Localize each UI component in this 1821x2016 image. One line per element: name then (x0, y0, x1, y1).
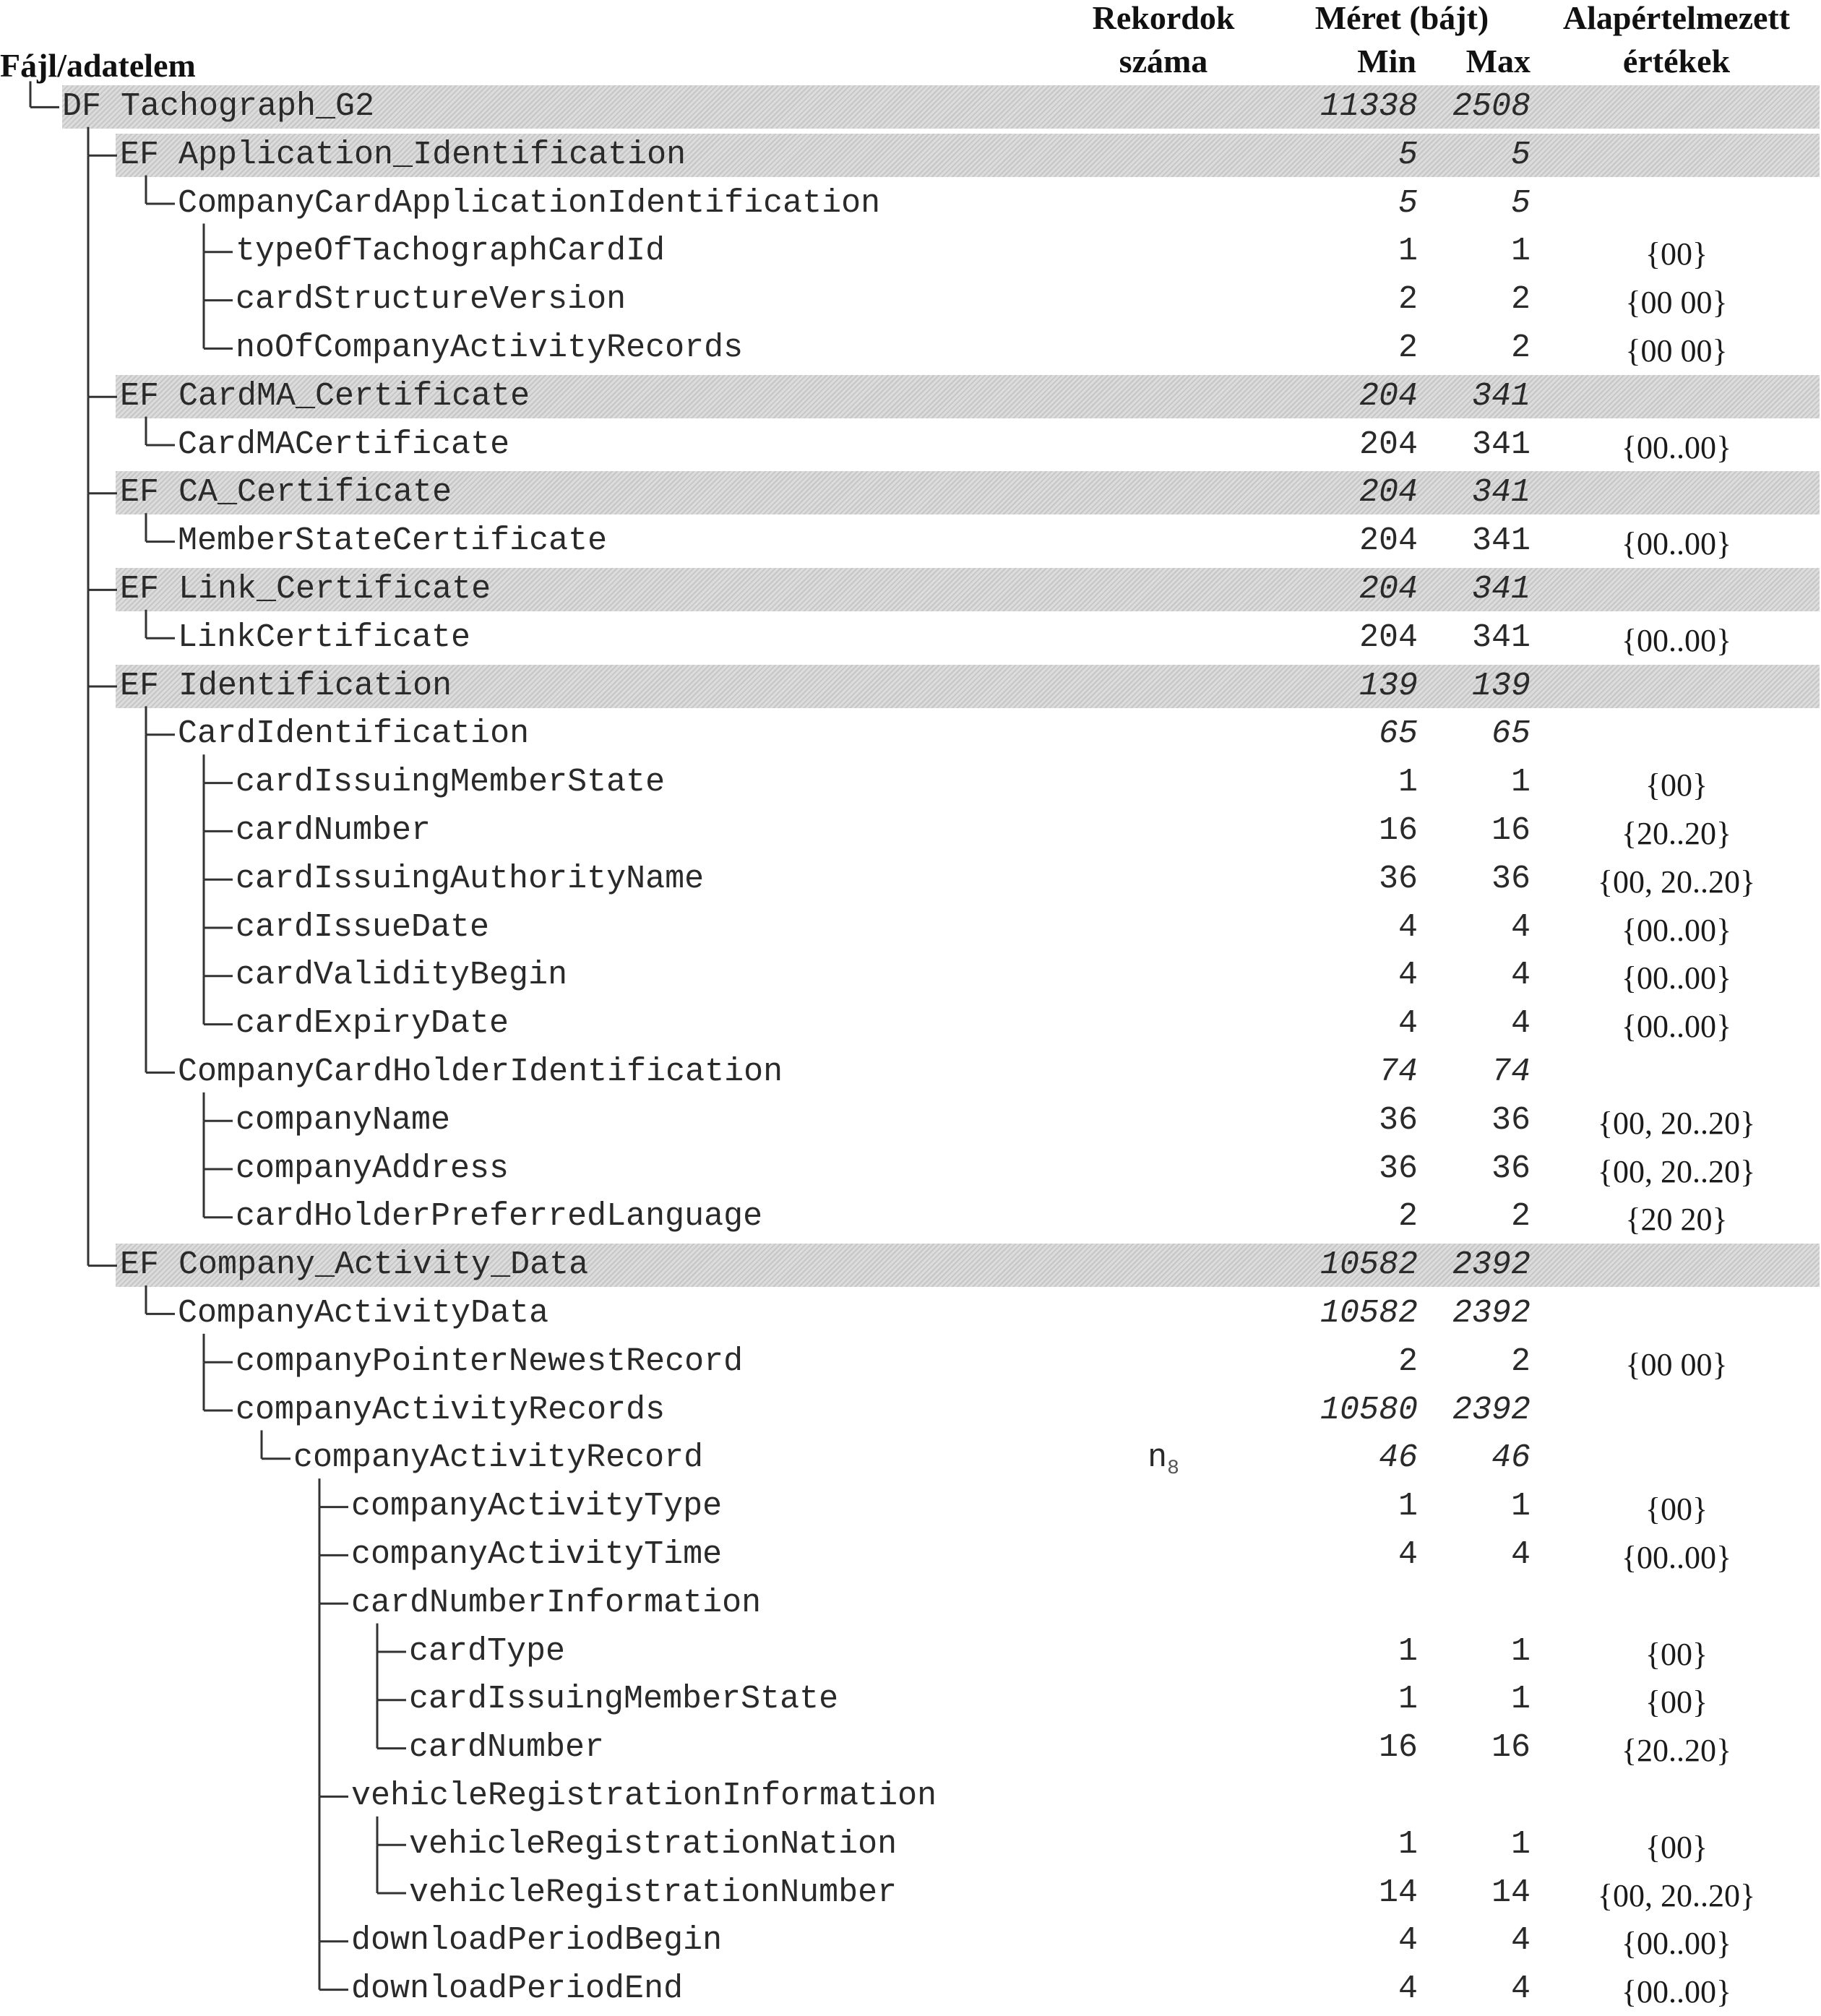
tree-row-company-activity-records (0, 1387, 1821, 1434)
default-value: {00, 20..20} (1597, 863, 1756, 900)
item-name: cardIssuingMemberState (409, 1681, 839, 1718)
tree-row-card-holder-preferred-language (0, 1193, 1821, 1241)
size-max: 4 (1510, 1922, 1531, 1960)
size-min: 10582 (1320, 1295, 1418, 1332)
size-min: 139 (1359, 667, 1418, 705)
size-max (1422, 1580, 1531, 1627)
header-size: Méret (bájt) (1314, 0, 1489, 36)
size-max: 341 (1471, 426, 1531, 463)
tree-row-card-expiry-date (0, 1000, 1821, 1048)
tree-row-ef-link-certificate (0, 566, 1821, 613)
size-min: 36 (1378, 860, 1418, 897)
item-name: cardNumber (236, 812, 431, 849)
size-min: 5 (1398, 184, 1418, 222)
size-min: 4 (1398, 1005, 1418, 1043)
size-min: 2 (1398, 281, 1418, 319)
size-min: 204 (1359, 571, 1418, 608)
default-value: {20..20} (1621, 816, 1732, 851)
item-name: vehicleRegistrationNumber (409, 1874, 897, 1911)
tree-row-card-number (0, 807, 1821, 855)
default-value: {00..00} (1621, 526, 1732, 562)
tree-row-link-certificate (0, 614, 1821, 662)
tree-row-ef-ca-certificate (0, 469, 1821, 517)
size-max: 16 (1491, 1729, 1531, 1767)
tree-row-company-activity-time (0, 1531, 1821, 1579)
default-value (1554, 472, 1799, 520)
size-max: 14 (1491, 1874, 1531, 1911)
item-name: downloadPeriodEnd (351, 1970, 684, 2008)
tree-row-vehicle-registration-number (0, 1869, 1821, 1917)
item-name: EF Identification (120, 667, 452, 705)
size-min: 1 (1398, 233, 1418, 270)
size-max: 1 (1510, 1825, 1531, 1863)
tree-row-card-issuing-member-state (0, 1676, 1821, 1723)
item-name: companyPointerNewestRecord (236, 1343, 744, 1380)
size-min (1200, 1772, 1418, 1820)
size-min: 4 (1398, 1922, 1418, 1960)
tree-row-no-of-company-activity-records (0, 324, 1821, 372)
size-max: 65 (1491, 715, 1531, 753)
size-min: 16 (1378, 1729, 1418, 1767)
tree-row-company-pointer-newest-record (0, 1338, 1821, 1386)
default-value (1554, 86, 1799, 134)
item-name: cardValidityBegin (236, 957, 568, 994)
header-item: Fájl/adatelem (0, 47, 196, 84)
size-max: 4 (1510, 1536, 1531, 1573)
item-name: companyActivityRecord (293, 1439, 704, 1477)
item-name: LinkCertificate (178, 619, 471, 656)
size-max: 1 (1510, 1488, 1531, 1525)
tree-row-card-structure-version (0, 276, 1821, 324)
tree-row-company-name (0, 1097, 1821, 1145)
default-value (1554, 1244, 1799, 1292)
item-name: cardExpiryDate (236, 1005, 509, 1043)
item-name: EF CA_Certificate (120, 474, 452, 512)
size-min: 1 (1398, 1632, 1418, 1670)
tree-row-card-validity-begin (0, 952, 1821, 999)
item-name: EF Link_Certificate (120, 571, 491, 608)
default-value (1554, 376, 1799, 423)
size-min: 1 (1398, 764, 1418, 801)
header-min: Min (1357, 43, 1416, 79)
size-max: 1 (1510, 1632, 1531, 1670)
default-value: {00 00} (1625, 1346, 1728, 1382)
size-min: 36 (1378, 1101, 1418, 1139)
default-value: {00} (1645, 1636, 1708, 1672)
default-value (1554, 1051, 1799, 1099)
tree-row-card-type (0, 1628, 1821, 1676)
item-name: companyActivityRecords (236, 1391, 666, 1429)
default-value: {00} (1645, 236, 1708, 272)
size-min: 1 (1398, 1825, 1418, 1863)
item-name: EF Application_Identification (120, 136, 686, 173)
size-max: 36 (1491, 860, 1531, 897)
default-value: {00 00} (1625, 285, 1728, 321)
size-min: 74 (1378, 1054, 1418, 1090)
default-value (1554, 665, 1799, 713)
default-value: {00..00} (1621, 1926, 1732, 1962)
size-max: 1 (1510, 764, 1531, 801)
item-name: cardIssueDate (236, 908, 490, 946)
size-min: 204 (1359, 426, 1418, 463)
default-value (1554, 569, 1799, 616)
item-name: noOfCompanyActivityRecords (236, 329, 744, 366)
size-max: 341 (1471, 619, 1531, 656)
tree-row-company-activity-type (0, 1483, 1821, 1530)
size-min: 204 (1359, 377, 1418, 415)
item-name: companyName (236, 1101, 451, 1139)
default-value: {00} (1645, 767, 1708, 804)
default-value: {00..00} (1621, 429, 1732, 465)
size-min: 10580 (1320, 1391, 1418, 1429)
item-name: cardNumber (409, 1729, 605, 1767)
default-value (1554, 134, 1799, 182)
size-max: 5 (1510, 136, 1531, 173)
size-max: 1 (1510, 1681, 1531, 1718)
tree-row-company-card-application-identification (0, 180, 1821, 228)
item-name: cardType (409, 1632, 566, 1670)
size-max: 36 (1491, 1101, 1531, 1139)
size-min: 5 (1398, 136, 1418, 173)
size-min: 1 (1398, 1681, 1418, 1718)
size-min: 2 (1398, 1343, 1418, 1380)
item-name: cardIssuingAuthorityName (236, 860, 705, 897)
header-default-line2: értékek (1622, 43, 1731, 79)
size-min: 46 (1378, 1439, 1418, 1477)
default-value (1554, 1582, 1799, 1630)
size-max: 74 (1491, 1054, 1531, 1090)
tree-row-ef-identification (0, 663, 1821, 710)
size-max: 4 (1510, 1005, 1531, 1043)
size-min: 36 (1378, 1150, 1418, 1187)
size-min: 10582 (1320, 1246, 1418, 1284)
tree-row-vehicle-registration-nation (0, 1821, 1821, 1869)
tree-row-card-identification (0, 710, 1821, 758)
default-value: {00} (1645, 1829, 1708, 1865)
size-max: 2 (1510, 1198, 1531, 1236)
size-max: 1 (1510, 233, 1531, 270)
size-max: 46 (1491, 1439, 1531, 1477)
size-min: 204 (1359, 619, 1418, 656)
item-name: companyAddress (236, 1150, 509, 1187)
header-default-line1: Alapértelmezett (1562, 0, 1791, 36)
size-max: 36 (1491, 1150, 1531, 1187)
tree-row-card-issue-date (0, 904, 1821, 952)
size-max: 341 (1471, 474, 1531, 512)
header-records-line1: Rekordok (1092, 0, 1235, 36)
item-name: companyActivityTime (351, 1536, 723, 1573)
item-name: typeOfTachographCardId (236, 233, 666, 270)
size-min: 65 (1378, 715, 1418, 753)
size-max: 341 (1471, 571, 1531, 608)
tree-row-company-activity-record (0, 1434, 1821, 1482)
size-min: 1 (1398, 1488, 1418, 1525)
size-min: 16 (1378, 812, 1418, 849)
tree-row-vehicle-registration-information (0, 1772, 1821, 1820)
tree-row-type-of-tachograph-card-id (0, 228, 1821, 275)
item-name: CompanyActivityData (178, 1295, 549, 1332)
tree-row-ef-application-identification (0, 132, 1821, 179)
default-value: {00..00} (1621, 960, 1732, 996)
item-name: EF CardMA_Certificate (120, 377, 530, 415)
default-value (1554, 713, 1799, 761)
size-max: 5 (1510, 184, 1531, 222)
default-value: {00} (1645, 1684, 1708, 1720)
tree-row-company-address (0, 1145, 1821, 1193)
size-min: 4 (1398, 908, 1418, 946)
tree-row-df-tachograph-g2 (0, 83, 1821, 131)
record-count-subscript: 8 (1167, 1457, 1179, 1481)
item-name: downloadPeriodBegin (351, 1922, 723, 1960)
item-name: EF Company_Activity_Data (120, 1246, 589, 1284)
size-max (1422, 1772, 1531, 1820)
item-name: cardIssuingMemberState (236, 764, 666, 801)
item-name: companyActivityType (351, 1488, 723, 1525)
size-min: 14 (1378, 1874, 1418, 1911)
size-max: 4 (1510, 957, 1531, 994)
default-value: {00..00} (1621, 622, 1732, 658)
item-name: MemberStateCertificate (178, 522, 608, 560)
size-max: 139 (1471, 667, 1531, 705)
size-max: 4 (1510, 1970, 1531, 2008)
tree-row-ef-card-ma-certificate (0, 373, 1821, 421)
tree-row-card-number-information (0, 1580, 1821, 1627)
tree-row-card-issuing-authority-name (0, 856, 1821, 903)
default-value: {00} (1645, 1491, 1708, 1528)
default-value: {00, 20..20} (1597, 1877, 1756, 1913)
item-name: vehicleRegistrationNation (409, 1825, 897, 1863)
tree-row-ef-company-activity-data (0, 1241, 1821, 1289)
size-min: 204 (1359, 522, 1418, 560)
tree-row-card-issuing-member-state (0, 759, 1821, 806)
size-min: 4 (1398, 1970, 1418, 2008)
tree-row-card-number (0, 1724, 1821, 1772)
size-max: 2 (1510, 281, 1531, 319)
size-min: 11338 (1320, 88, 1418, 125)
size-min: 2 (1398, 1198, 1418, 1236)
item-name: cardHolderPreferredLanguage (236, 1198, 763, 1236)
tree-row-member-state-certificate (0, 517, 1821, 565)
header-records-line2: száma (1119, 43, 1208, 79)
item-name: vehicleRegistrationInformation (351, 1778, 937, 1814)
item-name: cardNumberInformation (351, 1584, 762, 1621)
default-value (1554, 1775, 1799, 1823)
size-min: 4 (1398, 957, 1418, 994)
size-min: 204 (1359, 474, 1418, 512)
size-max: 341 (1471, 377, 1531, 415)
item-name: DF Tachograph_G2 (62, 88, 375, 125)
size-max: 2508 (1452, 88, 1531, 125)
default-value: {20..20} (1621, 1733, 1732, 1769)
tree-row-card-macertificate (0, 421, 1821, 469)
default-value: {00..00} (1621, 1009, 1732, 1045)
header-max: Max (1465, 43, 1531, 79)
size-max: 2 (1510, 329, 1531, 366)
size-max: 16 (1491, 812, 1531, 849)
size-max: 2392 (1452, 1246, 1531, 1284)
record-count-symbol: n (1148, 1439, 1168, 1477)
tree-row-download-period-begin (0, 1917, 1821, 1965)
size-min (1200, 1580, 1418, 1627)
default-value (1554, 1437, 1799, 1485)
default-value: {00..00} (1621, 1540, 1732, 1575)
default-value: {00, 20..20} (1597, 1153, 1756, 1189)
item-name: CardMACertificate (178, 426, 510, 463)
size-min: 2 (1398, 329, 1418, 366)
default-value: {00, 20..20} (1597, 1105, 1756, 1141)
size-max: 341 (1471, 522, 1531, 560)
item-name: CardIdentification (178, 715, 530, 753)
default-value: {00..00} (1621, 912, 1732, 948)
default-value: {00..00} (1621, 1974, 1732, 2010)
size-max: 2 (1510, 1343, 1531, 1380)
default-value (1554, 183, 1799, 231)
size-max: 2392 (1452, 1391, 1531, 1429)
item-name: CompanyCardApplicationIdentification (178, 184, 881, 222)
size-max: 4 (1510, 908, 1531, 946)
default-value: {00 00} (1625, 333, 1728, 369)
tree-row-company-activity-data (0, 1290, 1821, 1337)
default-value (1554, 1390, 1799, 1437)
default-value (1554, 1293, 1799, 1340)
tree-row-download-period-end (0, 1965, 1821, 2013)
tree-row-company-card-holder-identification (0, 1048, 1821, 1096)
size-min: 4 (1398, 1536, 1418, 1573)
default-value: {20 20} (1625, 1202, 1728, 1238)
size-max: 2392 (1452, 1295, 1531, 1332)
item-name: cardStructureVersion (236, 281, 627, 319)
item-name: CompanyCardHolderIdentification (178, 1054, 783, 1090)
